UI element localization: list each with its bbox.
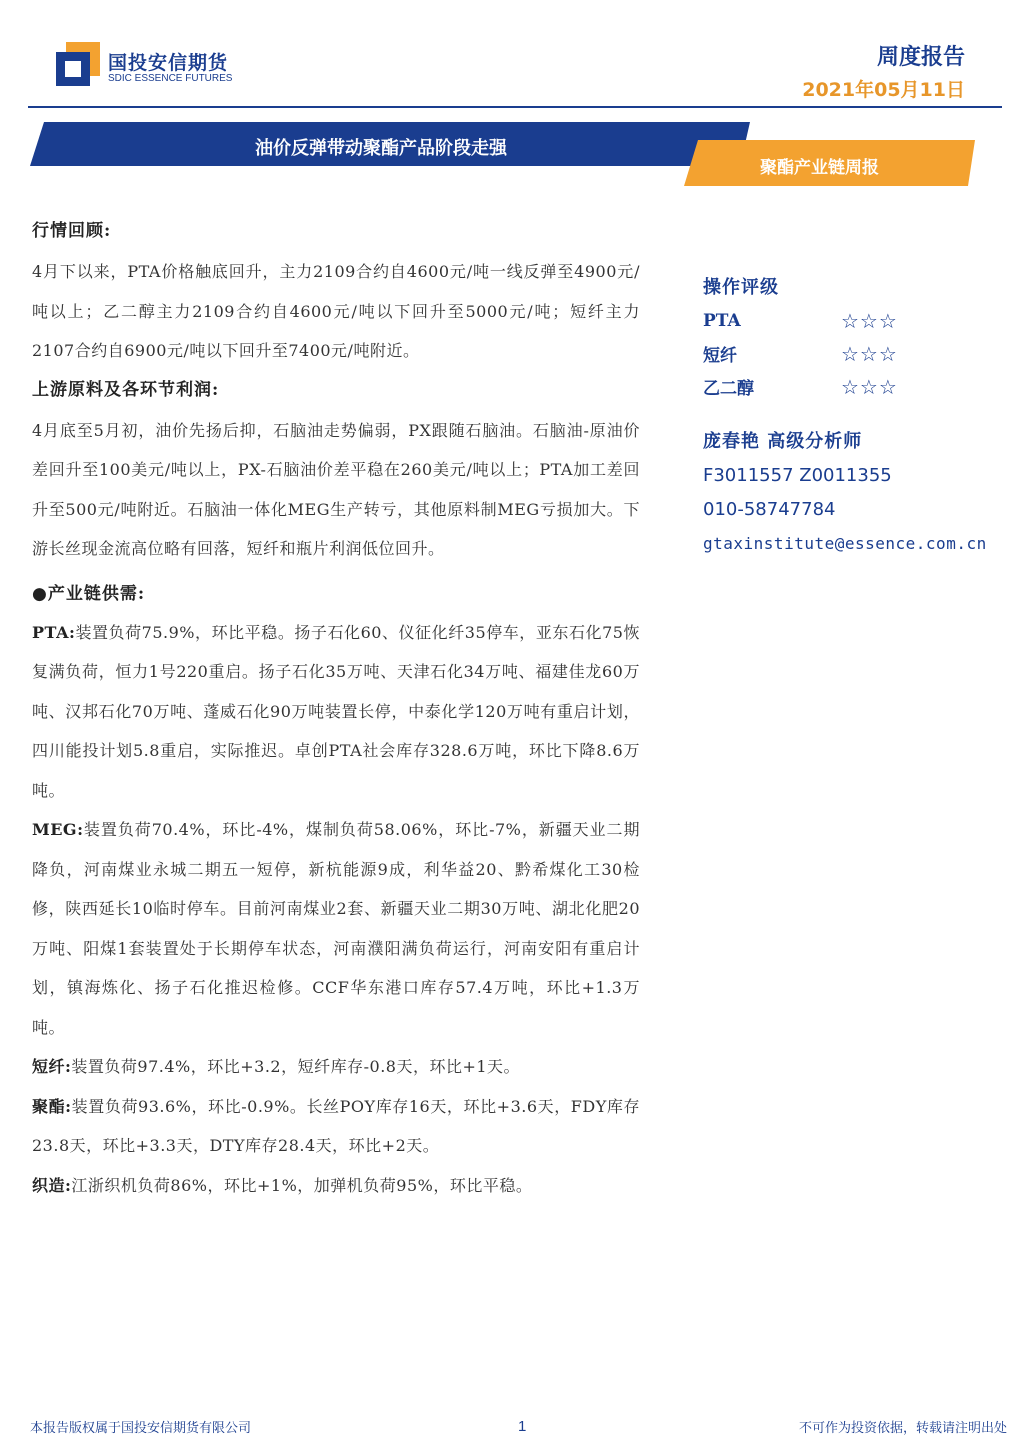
company-logo-icon bbox=[56, 42, 100, 86]
item-text: 装置负荷93.6%，环比-0.9%。长丝POY库存16天，环比+3.6天，FDY库存23.8天，环比+3.3天，DTY库存28.4天，环比+2天。 bbox=[32, 1096, 640, 1155]
sidebar bbox=[703, 272, 1023, 561]
rating-heading: 操作评级 bbox=[703, 277, 779, 298]
supply-item-staple-fiber bbox=[32, 1047, 640, 1087]
supply-item-meg bbox=[32, 810, 640, 1047]
company-name-cn: 国投安信期货 bbox=[108, 52, 229, 74]
supply-item-polyester bbox=[32, 1087, 640, 1166]
footer-copyright: 本报告版权属于国投安信期货有限公司 bbox=[30, 1421, 252, 1436]
review-paragraph: 4月下以来，PTA价格触底回升，主力2109合约自4600元/吨一线反弹至4900元/吨以上；乙二醇主力2109合约自4600元/吨以下回升至5000元/吨；短纤主力2107合约自6900元/吨以下回升至7400元/吨附近。 bbox=[32, 262, 640, 360]
section-heading-upstream: 上游原料及各环节利润: bbox=[32, 379, 220, 400]
report-series: 聚酯产业链周报 bbox=[760, 158, 879, 178]
rating-name: 乙二醇 bbox=[703, 379, 754, 399]
rating-name: 短纤 bbox=[703, 346, 737, 366]
star-rating-icon: ☆☆☆ bbox=[841, 341, 898, 366]
report-title: 油价反弹带动聚酯产品阶段走强 bbox=[255, 138, 507, 159]
rating-row-staple-fiber bbox=[703, 337, 1023, 370]
analyst-phone: 010-58747784 bbox=[703, 499, 836, 520]
analyst-license: F3011557 Z0011355 bbox=[703, 465, 892, 486]
rating-name: PTA bbox=[703, 310, 741, 331]
company-name-en: SDIC ESSENCE FUTURES bbox=[108, 73, 233, 84]
item-label: PTA: bbox=[32, 622, 76, 642]
section-heading-supply: ●产业链供需: bbox=[32, 583, 146, 604]
item-label: 短纤: bbox=[32, 1057, 72, 1076]
item-text: 装置负荷75.9%，环比平稳。扬子石化60、仪征化纤35停车，亚东石化75恢复满负荷，恒力1号220重启。扬子石化35万吨、天津石化34万吨、福建佳龙60万吨、汉邦石化70万吨、蓬威石化90万吨装置长停，中泰化学120万吨有重启计划，四川能投计划5.8重启，实际推迟。卓创PTA社会库存328.6万吨，环比下降8.6万吨。 bbox=[32, 622, 640, 800]
item-text: 装置负荷70.4%，环比-4%，煤制负荷58.06%，环比-7%，新疆天业二期降负，河南煤业永城二期五一短停，新杭能源9成，利华益20、黔希煤化工30检修，陕西延长10临时停车。目前河南煤业2套、新疆天业二期30万吨、湖北化肥20万吨、阳煤1套装置处于长期停车状态，河南濮阳满负荷运行，河南安阳有重启计划，镇海炼化、扬子石化推迟检修。CCF华东港口库存57.4万吨，环比+1.3万吨。 bbox=[32, 820, 640, 1037]
upstream-paragraph: 4月底至5月初，油价先扬后抑，石脑油走势偏弱，PX跟随石脑油。石脑油-原油价差回升至100美元/吨以上，PX-石脑油价差平稳在260美元/吨以上；PTA加工差回升至500元/吨附近。石脑油一体化MEG生产转亏，其他原料制MEG亏损加大。下游长丝现金流高位略有回落，短纤和瓶片利润低位回升。 bbox=[32, 420, 640, 558]
item-label: MEG: bbox=[32, 820, 84, 839]
footer-disclaimer: 不可作为投资依据，转载请注明出处 bbox=[798, 1421, 1007, 1436]
supply-item-pta bbox=[32, 613, 640, 811]
section-heading-review: 行情回顾: bbox=[32, 221, 112, 241]
header-divider bbox=[28, 106, 1002, 108]
item-label: 织造: bbox=[32, 1175, 72, 1195]
item-label: 聚酯: bbox=[32, 1096, 72, 1116]
supply-item-weaving bbox=[32, 1166, 640, 1206]
report-type: 周度报告 bbox=[876, 45, 965, 70]
report-date: 2021年05月11日 bbox=[802, 79, 965, 101]
star-rating-icon: ☆☆☆ bbox=[841, 308, 898, 333]
analyst-email-link[interactable]: gtaxinstitute@essence.com.cn bbox=[703, 534, 987, 553]
rating-row-meg bbox=[703, 370, 1023, 403]
analyst-name: 庞春艳 高级分析师 bbox=[703, 431, 863, 452]
star-rating-icon: ☆☆☆ bbox=[841, 374, 898, 399]
rating-row-pta bbox=[703, 304, 1023, 337]
item-text: 江浙织机负荷86%，环比+1%，加弹机负荷95%，环比平稳。 bbox=[71, 1175, 533, 1195]
page-number: 1 bbox=[518, 1418, 527, 1435]
main-content bbox=[32, 212, 640, 1205]
item-text: 装置负荷97.4%，环比+3.2，短纤库存-0.8天，环比+1天。 bbox=[71, 1057, 521, 1076]
